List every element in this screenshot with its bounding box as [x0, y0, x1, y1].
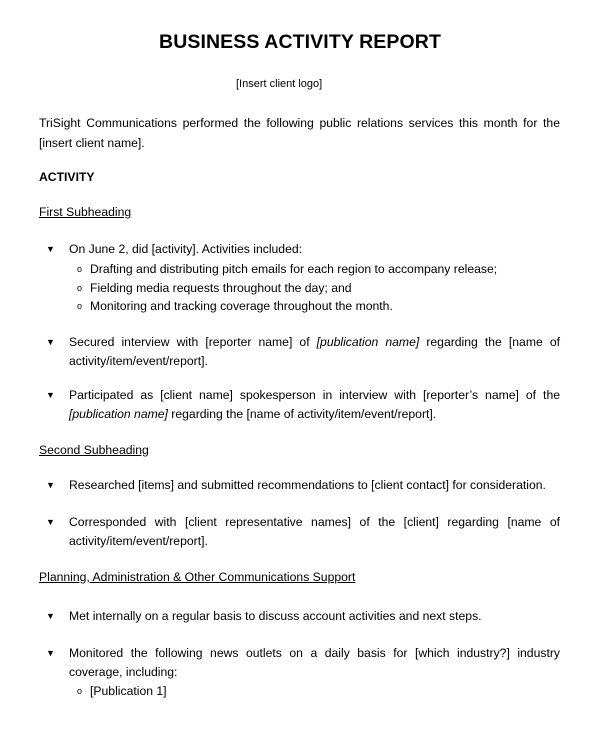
first-subheading: First Subheading: [39, 205, 132, 219]
bullet-triangle-icon: ▼: [46, 337, 55, 347]
list-item: ▼ Participated as [client name] spokesperson in interview with [reporter’s name] of the [publication name] regarding the [name of activity/item/event/report].: [46, 388, 560, 421]
second-subheading: Second Subheading: [39, 443, 149, 457]
bullet-triangle-icon: ▼: [46, 517, 55, 527]
bullet-triangle-icon: ▼: [46, 390, 55, 400]
bullet-triangle-icon: ▼: [46, 648, 55, 658]
sub-list-item: o [Publication 1]: [90, 682, 167, 701]
list-item: [46, 240, 560, 259]
publication-name: [publication name]: [316, 335, 420, 349]
sub-bullet-icon: o: [77, 686, 83, 696]
sub-bullet-icon: o: [77, 283, 83, 293]
sub-list-item: o Drafting and distributing pitch emails for each region to accompany release;: [90, 260, 497, 279]
list-item: ▼ Researched [items] and submitted recommendations to [client contact] for consideration.: [69, 476, 560, 495]
sub-list-item: o Fielding media requests throughout the day; and: [90, 279, 352, 298]
bullet-triangle-icon: ▼: [46, 480, 55, 490]
report-title: BUSINESS ACTIVITY REPORT: [159, 31, 441, 53]
list-item: ▼ Met internally on a regular basis to discuss account activities and next steps.: [69, 607, 560, 626]
logo-placeholder: [Insert client logo]: [236, 78, 323, 90]
sub-bullet-icon: o: [77, 264, 83, 274]
list-item: ▼ Secured interview with [reporter name] of [publication name] regarding the [name of activity/item/event/report].: [46, 335, 560, 368]
planning-subheading: Planning, Administration & Other Communications Support: [39, 570, 356, 584]
bullet-text: On June 2, did [activity]. Activities included:: [69, 242, 303, 256]
activity-heading: ACTIVITY: [39, 170, 95, 184]
bullet-triangle-icon: ▼: [46, 244, 55, 254]
intro-paragraph: TriSight Communications performed the following public relations services this month for the [insert client name].: [39, 116, 560, 150]
sub-list-item: o Monitoring and tracking coverage throughout the month.: [90, 297, 393, 316]
list-item: ▼ Monitored the following news outlets on a daily basis for [which industry?] industry coverage, including:: [46, 646, 560, 679]
publication-name: [publication name]: [69, 407, 168, 421]
bullet-triangle-icon: ▼: [46, 611, 55, 621]
list-item: ▼ Corresponded with [client representative names] of the [client] regarding [name of activity/item/event/report].: [46, 515, 560, 548]
sub-bullet-icon: o: [77, 301, 83, 311]
